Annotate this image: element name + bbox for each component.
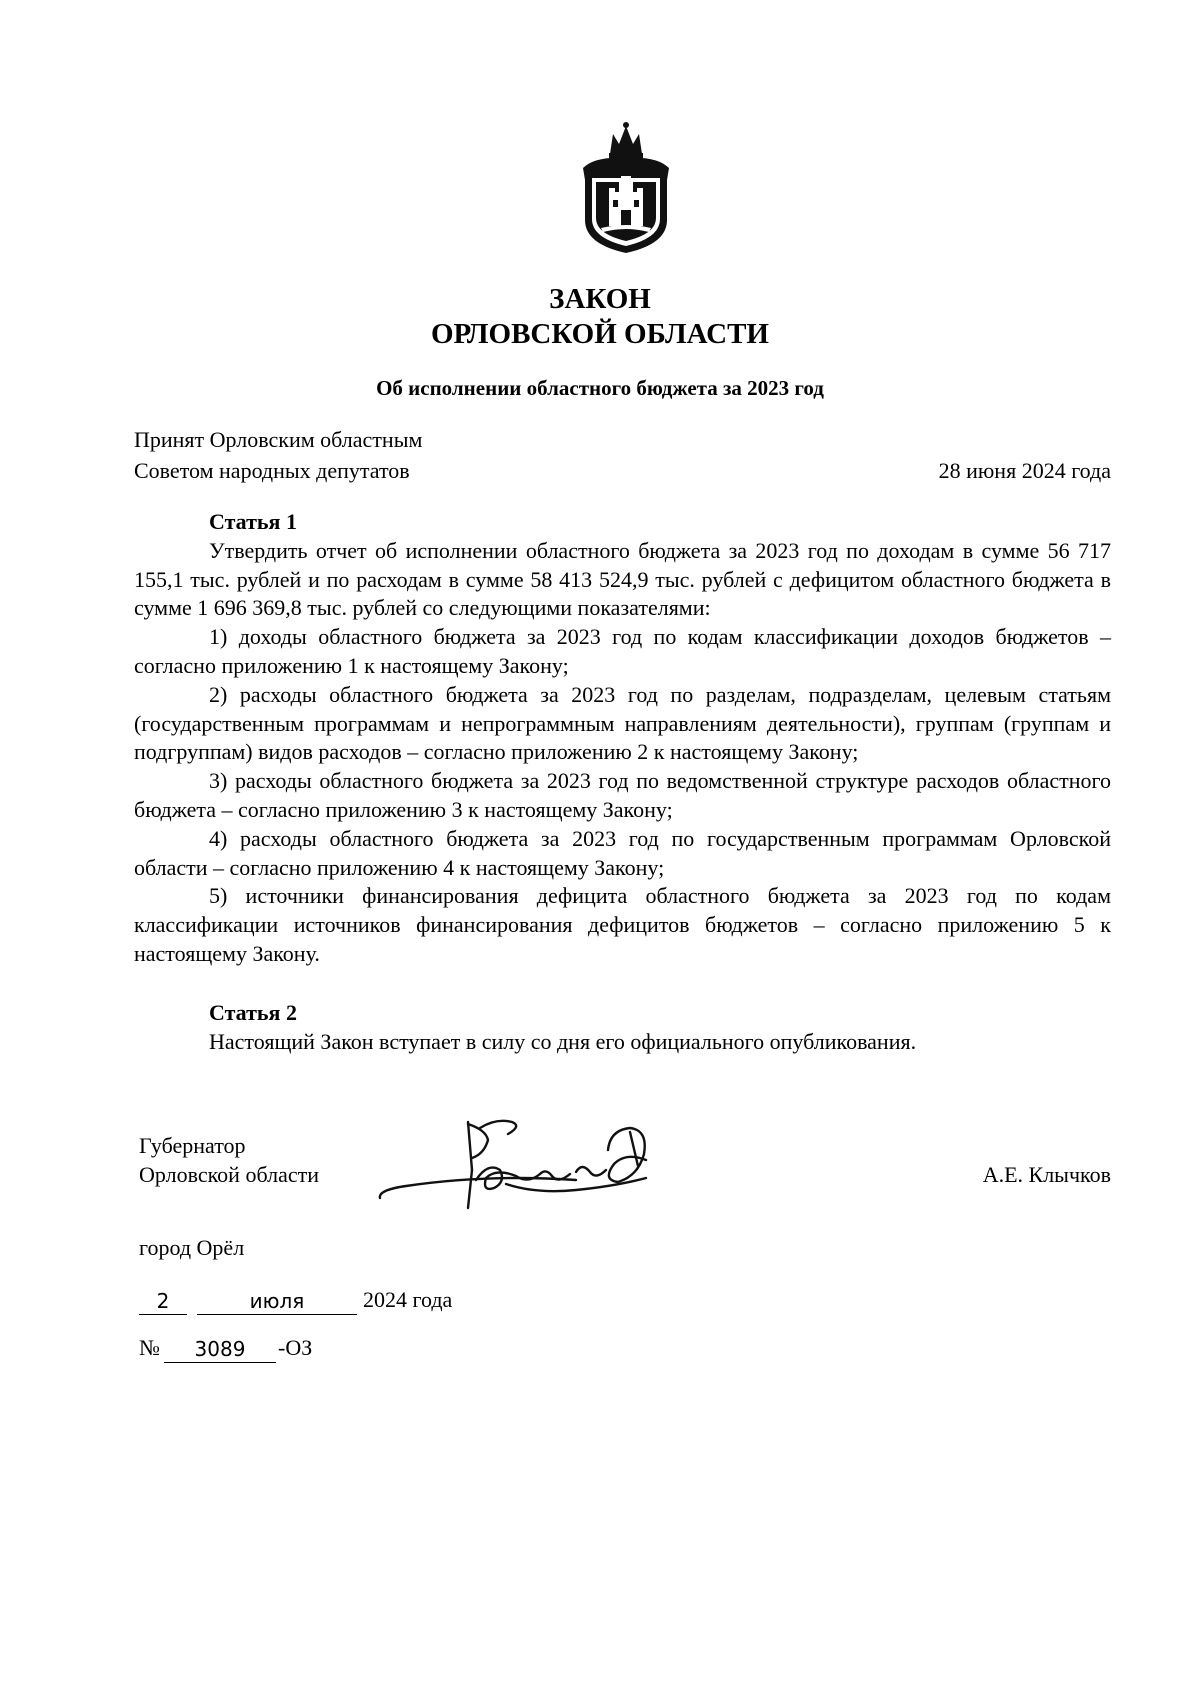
adoption-line1: Принят Орловским областным <box>134 427 423 452</box>
article1-item-3: 3) расходы областного бюджета за 2023 год по ведомственной структуре расходов областного бюджета – согласно приложению 3 к настоящему Закону; <box>134 768 1111 822</box>
adoption-date: 28 июня 2024 года <box>938 458 1111 483</box>
document-title: ЗАКОН <box>549 283 651 315</box>
signing-year: 2024 года <box>363 1287 453 1312</box>
signing-day: 2 <box>139 1288 187 1315</box>
adoption-block <box>134 424 422 486</box>
article1-item-1: 1) доходы областного бюджета за 2023 год по кодам классификации доходов бюджетов – согласно приложению 1 к настоящему Закону; <box>134 624 1111 678</box>
article1-heading: Статья 1 <box>209 509 297 534</box>
article1-item-5: 5) источники финансирования дефицита областного бюджета за 2023 год по кодам классификации источников финансирования дефицитов бюджетов – согласно приложению 5 к настоящему Закону. <box>134 883 1111 966</box>
signatory-position-line2: Орловской области <box>139 1162 319 1187</box>
handwritten-signature-icon <box>376 1110 676 1210</box>
document-body <box>134 508 1111 1056</box>
article2-text: Настоящий Закон вступает в силу со дня его официального опубликования. <box>209 1028 917 1054</box>
signing-city: город Орёл <box>139 1235 245 1260</box>
law-number-value: 3089 <box>164 1336 276 1363</box>
law-number-suffix: -ОЗ <box>278 1335 313 1360</box>
document-subtitle: Об исполнении областного бюджета за 2023 год <box>376 376 824 400</box>
document-title-region: ОРЛОВСКОЙ ОБЛАСТИ <box>430 318 769 350</box>
article2-heading: Статья 2 <box>209 999 297 1025</box>
article1-item-2: 2) расходы областного бюджета за 2023 год по разделам, подразделам, целевым статьям (государственным программам и непрограммным направлениям деятельности), группам (группам и подгруппам) видов расходов – согласно приложению 2 к настоящему Закону; <box>134 681 1111 765</box>
adoption-line2: Советом народных депутатов <box>134 458 410 483</box>
article1-item-4: 4) расходы областного бюджета за 2023 год по государственным программам Орловской области – согласно приложению 4 к настоящему Закону; <box>134 825 1111 880</box>
law-number-prefix: № <box>139 1335 160 1360</box>
signatory-name: А.Е. Клычков <box>982 1162 1111 1187</box>
article1-paragraph: Утвердить отчет об исполнении областного бюджета за 2023 год по доходам в сумме 56 717 155,1 тыс. рублей и по расходам в сумме 58 413 524,9 тыс. рублей с дефицитом областного бюджета в сумме 1 696 369,8 тыс. рублей со следующими показателями: <box>134 537 1111 621</box>
signatory-position-line1: Губернатор <box>139 1133 246 1158</box>
signing-date <box>139 1285 452 1319</box>
coat-of-arms-icon <box>575 120 677 256</box>
signatory-position <box>139 1131 319 1189</box>
signing-month: июля <box>197 1288 357 1315</box>
law-number <box>139 1333 312 1367</box>
